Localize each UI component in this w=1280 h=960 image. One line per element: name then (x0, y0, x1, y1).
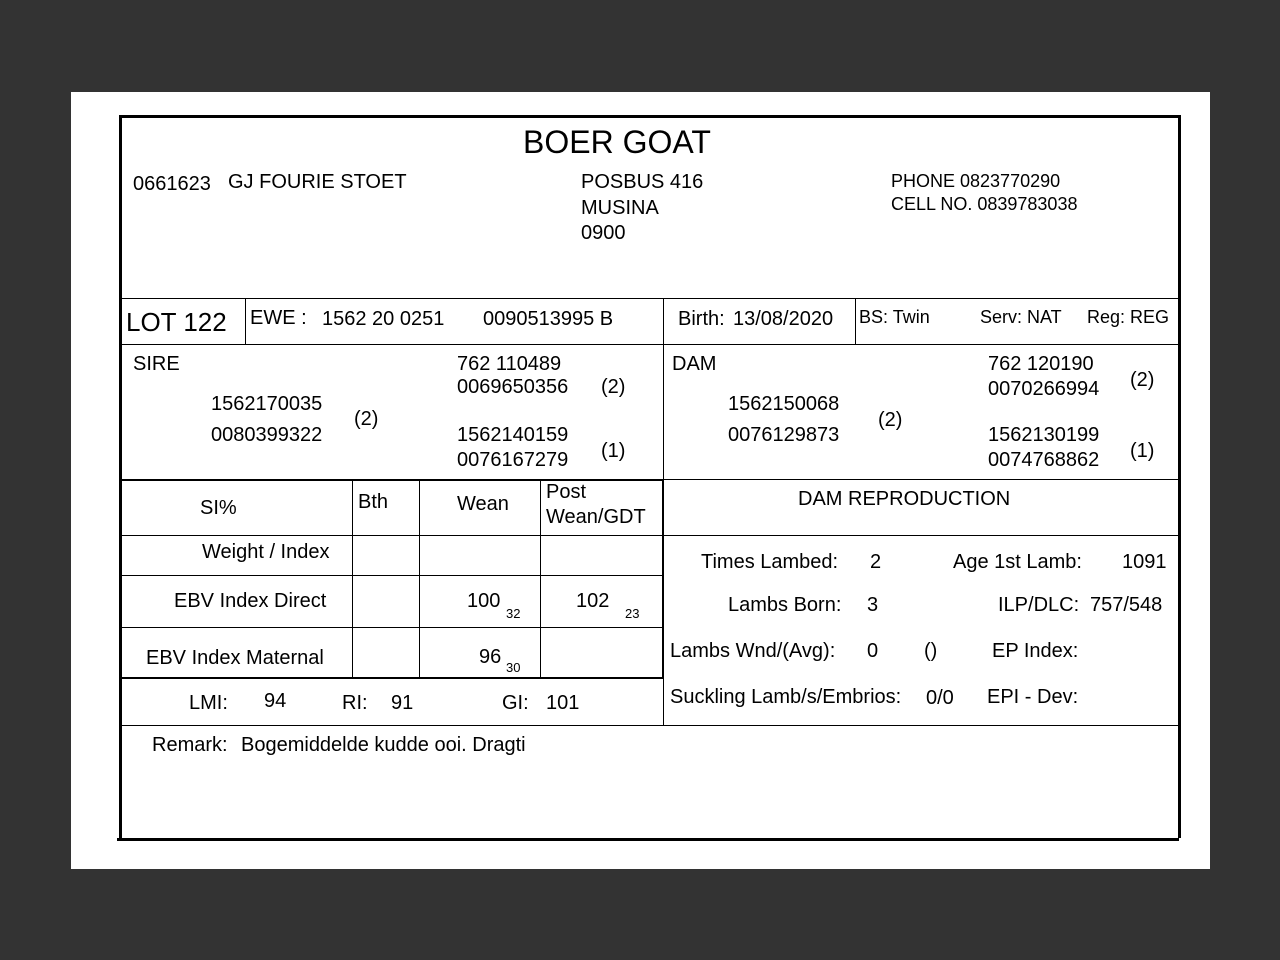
sire-dam-grade: (1) (601, 440, 626, 462)
ebv-maternal-wean: 96 (479, 646, 502, 668)
ebv-direct-post: 102 (576, 590, 610, 612)
ebv-direct-post-accuracy: 23 (625, 606, 640, 621)
birth-date: 13/08/2020 (733, 308, 834, 330)
weight-index-label: Weight / Index (202, 541, 330, 563)
border-left (119, 115, 122, 838)
sire-label: SIRE (133, 353, 180, 375)
times-lambed-value: 2 (870, 551, 882, 573)
phone-number: PHONE 0823770290 (891, 171, 1061, 191)
rule-lot-divider (245, 298, 246, 344)
ep-index-label: EP Index: (992, 640, 1079, 662)
lot-card-sheet (71, 92, 1210, 869)
age-first-lamb-label: Age 1st Lamb: (953, 551, 1082, 573)
rule-indices (121, 725, 1179, 726)
ebv-maternal-wean-accuracy: 30 (506, 660, 521, 675)
suckling-value: 0/0 (926, 687, 954, 709)
rule-perf-head (121, 535, 1179, 536)
cell-number: CELL NO. 0839783038 (891, 194, 1078, 214)
border-bottom (117, 838, 1179, 841)
address-line-1: POSBUS 416 (581, 171, 704, 193)
birth-label: Birth: (678, 308, 725, 330)
rule-pedigree-right (664, 479, 1179, 480)
rule-col-end (662, 481, 664, 678)
ebv-direct-label: EBV Index Direct (174, 590, 327, 612)
rule-lot (121, 344, 1179, 345)
dam-sire-grade: (2) (1130, 369, 1155, 391)
lambs-born-label: Lambs Born: (728, 594, 842, 616)
rule-col-bth (352, 481, 353, 678)
age-first-lamb-value: 1091 (1122, 551, 1167, 573)
post-wean-header-line2: Wean/GDT (546, 506, 646, 528)
lmi-label: LMI: (189, 692, 228, 714)
ebv-direct-wean: 100 (467, 590, 501, 612)
dam-reg: 0076129873 (728, 424, 840, 446)
rule-header (121, 298, 1179, 299)
breeder-code: 0661623 (133, 173, 211, 195)
sire-sire-grade: (2) (601, 376, 626, 398)
sire-dam-id: 1562140159 (457, 424, 569, 446)
lambs-weaned-avg: () (924, 640, 938, 662)
lambs-weaned-value: 0 (867, 640, 879, 662)
remark-label: Remark: (152, 734, 228, 756)
ewe-id: 1562 20 0251 (322, 308, 445, 330)
post-wean-header-line1: Post (546, 481, 587, 503)
service-type: Serv: NAT (980, 307, 1062, 327)
sire-sire-id: 762 110489 (457, 353, 562, 375)
wean-header: Wean (457, 493, 509, 515)
ebv-direct-wean-accuracy: 32 (506, 606, 521, 621)
ilp-dlc-value: 757/548 (1090, 594, 1163, 616)
page-title: BOER GOAT (523, 124, 711, 160)
sire-grade: (2) (354, 408, 379, 430)
lmi-value: 94 (264, 690, 287, 712)
registration-status: Reg: REG (1087, 307, 1170, 327)
si-percent-header: SI% (200, 497, 237, 519)
address-line-2: MUSINA (581, 197, 659, 219)
dam-sire-id: 762 120190 (988, 353, 1094, 375)
birth-status: BS: Twin (859, 307, 930, 327)
border-top (119, 115, 1181, 118)
sire-dam-reg: 0076167279 (457, 449, 569, 471)
sire-id: 1562170035 (211, 393, 323, 415)
sire-sire-reg: 0069650356 (457, 376, 569, 398)
border-right (1178, 115, 1181, 838)
rule-birth-divider (855, 298, 856, 344)
rule-direct (121, 627, 664, 628)
address-line-3: 0900 (581, 222, 626, 244)
rule-weight (121, 575, 664, 576)
ewe-reg: 0090513995 B (483, 308, 614, 330)
rule-maternal (121, 677, 664, 679)
suckling-label: Suckling Lamb/s/Embrios: (670, 686, 902, 708)
breeder-name: GJ FOURIE STOET (228, 171, 407, 193)
lambs-born-value: 3 (867, 594, 879, 616)
rule-col-post (540, 481, 541, 678)
times-lambed-label: Times Lambed: (701, 551, 839, 573)
sire-reg: 0080399322 (211, 424, 323, 446)
bth-header: Bth (358, 491, 389, 513)
ebv-maternal-label: EBV Index Maternal (146, 647, 324, 669)
dam-reproduction-title: DAM REPRODUCTION (798, 488, 1011, 510)
gi-value: 101 (546, 692, 580, 714)
dam-dam-id: 1562130199 (988, 424, 1100, 446)
dam-dam-reg: 0074768862 (988, 449, 1100, 471)
rule-col-wean (419, 481, 420, 678)
lot-number: LOT 122 (126, 307, 227, 337)
ewe-label: EWE : (250, 307, 307, 329)
epi-dev-label: EPI - Dev: (987, 686, 1079, 708)
dam-grade: (2) (878, 409, 903, 431)
ilp-dlc-label: ILP/DLC: (998, 594, 1080, 616)
ri-value: 91 (391, 692, 414, 714)
dam-dam-grade: (1) (1130, 440, 1155, 462)
dam-sire-reg: 0070266994 (988, 378, 1100, 400)
dam-label: DAM (672, 353, 717, 375)
gi-label: GI: (502, 692, 529, 714)
ri-label: RI: (342, 692, 368, 714)
remark-text: Bogemiddelde kudde ooi. Dragti (241, 734, 526, 756)
dam-id: 1562150068 (728, 393, 840, 415)
lambs-weaned-label: Lambs Wnd/(Avg): (670, 640, 836, 662)
